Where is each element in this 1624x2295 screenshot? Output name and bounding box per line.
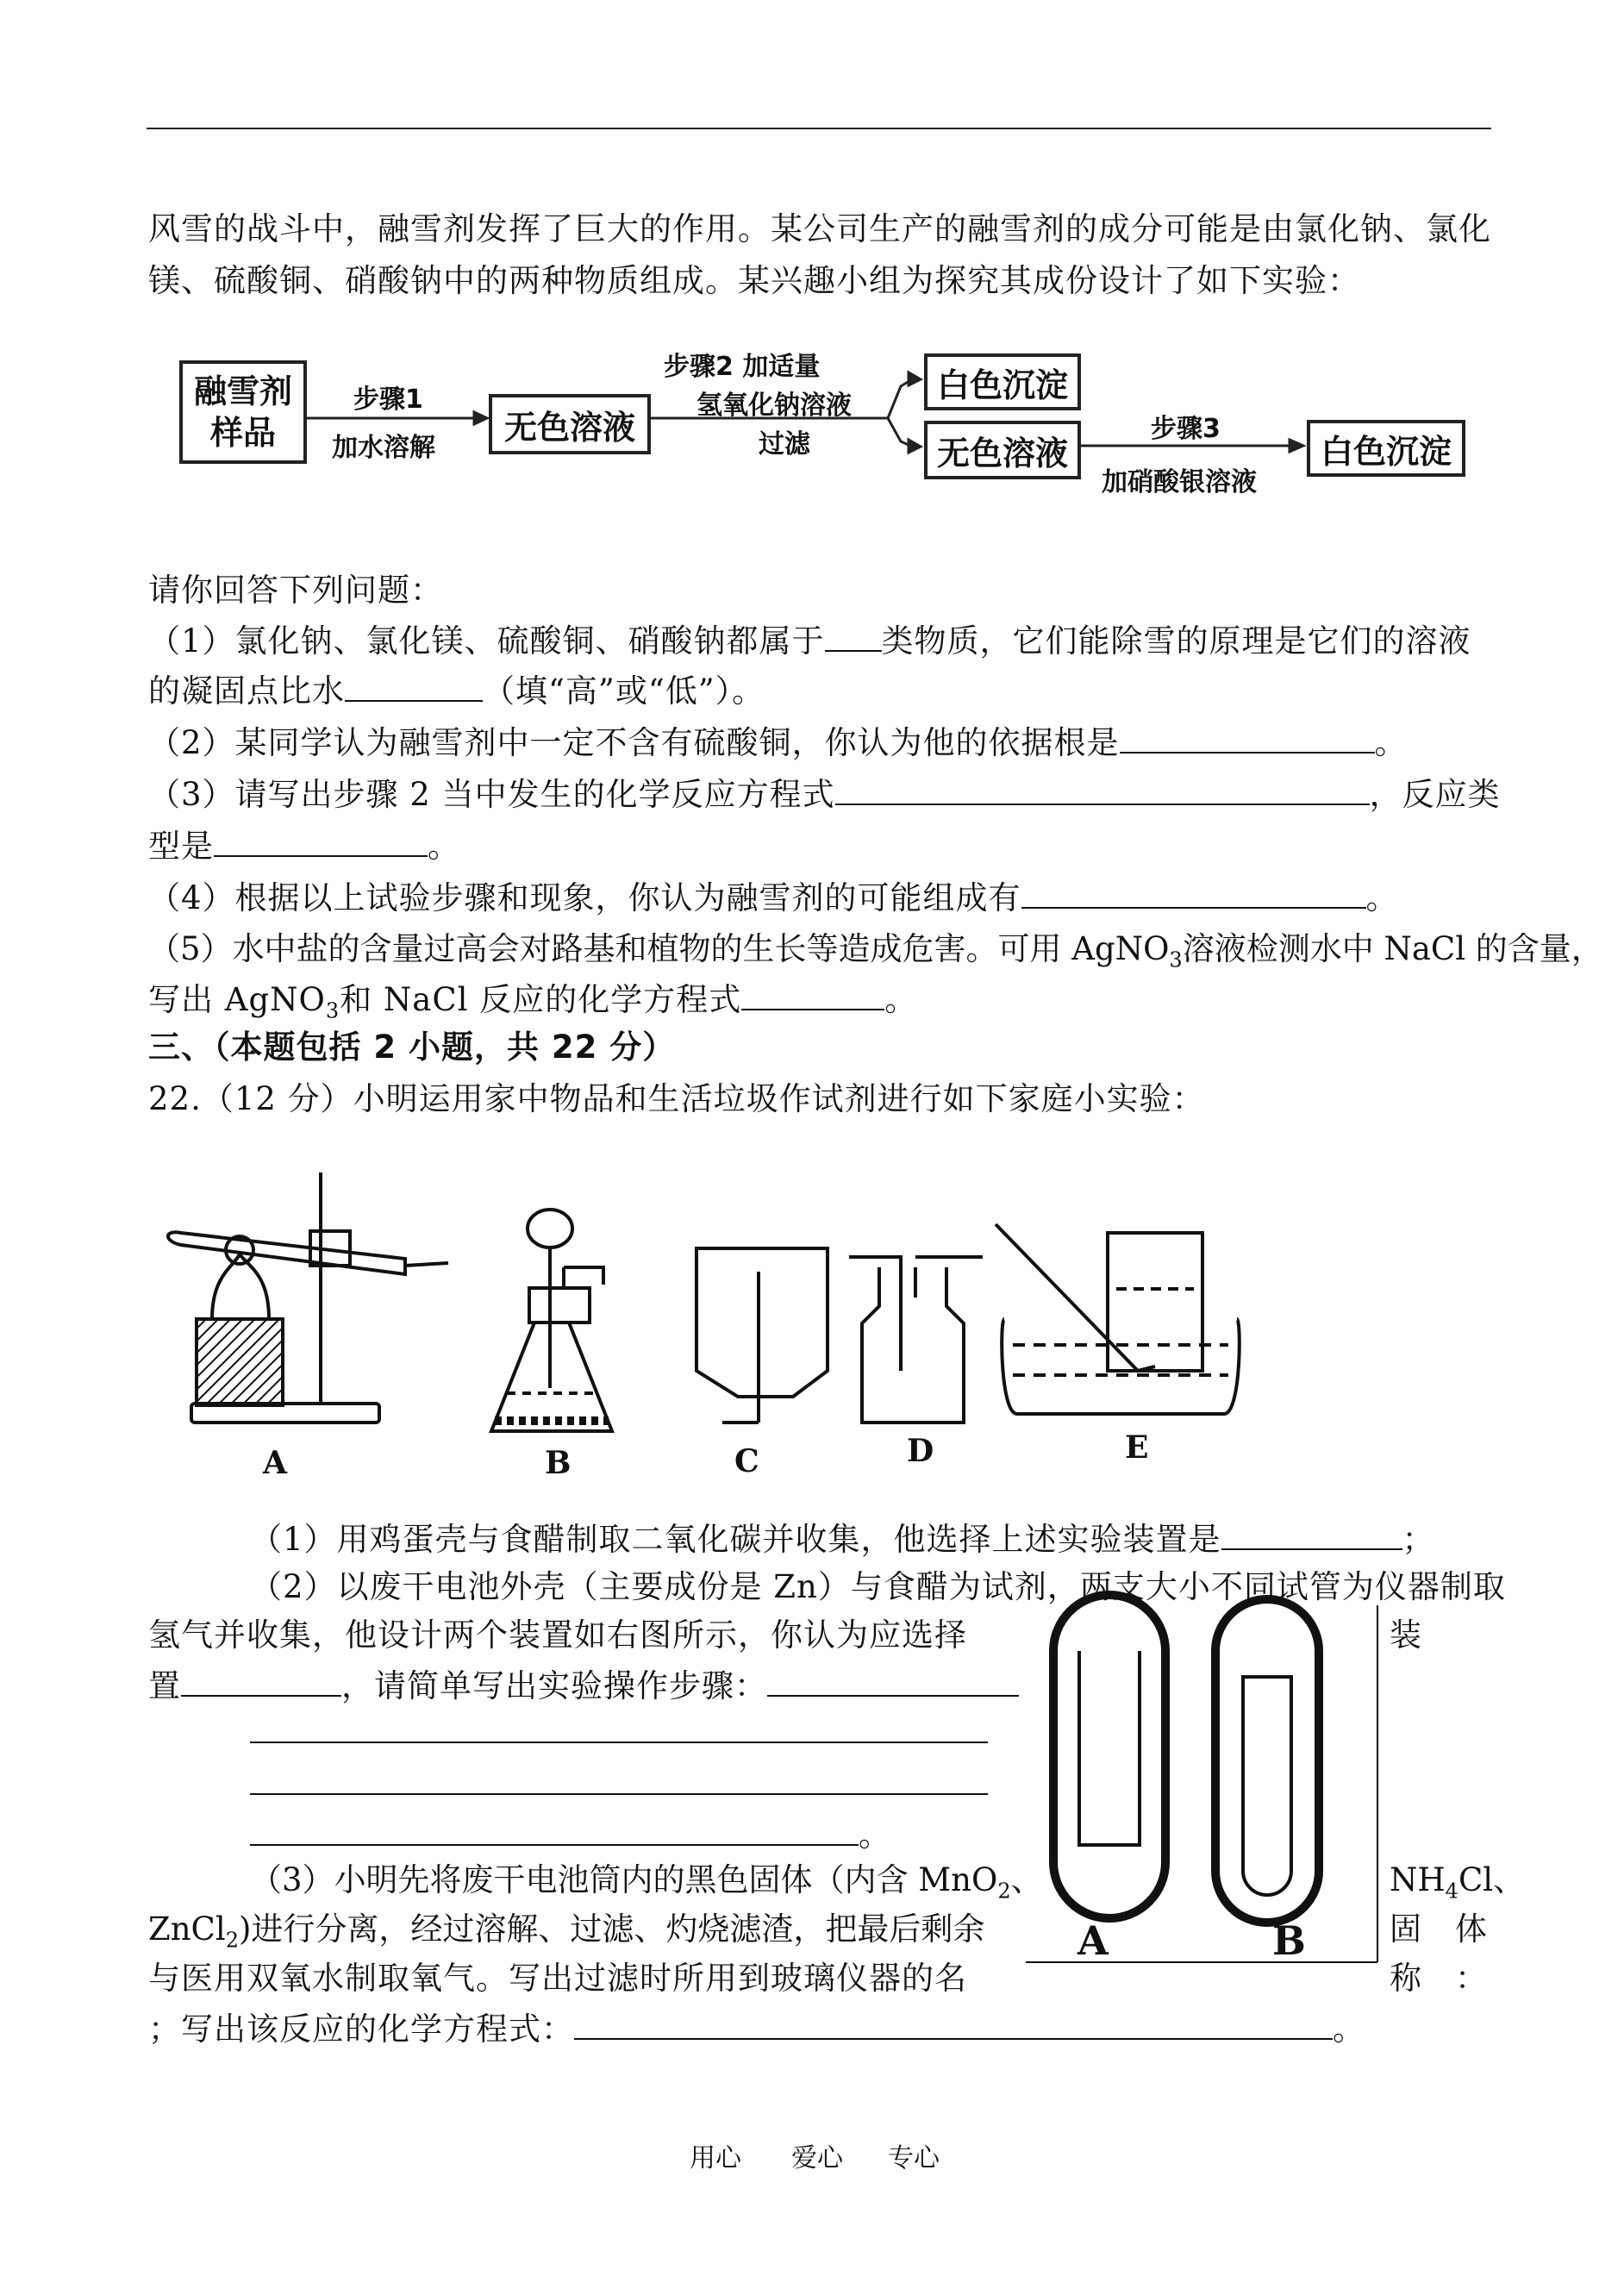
flow-solution1-box: 无色溶液 bbox=[489, 394, 651, 454]
q21-q3-text-d: 。 bbox=[428, 828, 460, 865]
flow-step3-label: 步骤3 bbox=[1151, 414, 1221, 444]
q21-q3-text-a: （3）请写出步骤 2 当中发生的化学反应方程式 bbox=[148, 776, 835, 813]
q22-p3-text-d: Cl、 bbox=[1458, 1861, 1526, 1898]
q21-q1-text-d: （填“高”或“低”）。 bbox=[483, 672, 765, 710]
q21-prompt: 请你回答下列问题： bbox=[148, 572, 443, 609]
q21-q4-text-b: 。 bbox=[1365, 879, 1399, 916]
q21-q1-text-a: （1）氯化钠、氯化镁、硫酸铜、硝酸钠都属于 bbox=[148, 622, 825, 660]
q21-q5-text-a: （5）水中盐的含量过高会对路基和植物的生长等造成危害。可用 AgNO bbox=[148, 930, 1170, 967]
q22-p3-line2-right: 固 体 bbox=[1390, 1910, 1488, 1948]
q22-stem: 22.（12 分）小明运用家中物品和生活垃圾作试剂进行如下家庭小实验： bbox=[148, 1080, 1205, 1117]
q21-q3-text-b: ，反应类 bbox=[1369, 776, 1501, 813]
footer-text-2: 爱心 bbox=[791, 2143, 843, 2173]
footer-text-1: 用心 bbox=[690, 2143, 741, 2173]
flow-step2-reagent: 氢氧化钠溶液 bbox=[696, 391, 852, 421]
q22-p1-text-a: （1）用鸡蛋壳与食醋制取二氧化碳并收集，他选择上述实验装置是 bbox=[250, 1521, 1221, 1558]
q22-p2-line2-right: 装 bbox=[1390, 1617, 1422, 1654]
flow-sample-line2: 样品 bbox=[209, 414, 276, 452]
apparatus-label-b: B bbox=[545, 1445, 572, 1481]
intro-line-2: 镁、硫酸铜、硝酸钠中的两种物质组成。某兴趣小组为探究其成份设计了如下实验： bbox=[148, 262, 1360, 299]
q22-p3-line3-right: 称 ： bbox=[1390, 1960, 1488, 1997]
q21-q5-text-e: 。 bbox=[884, 981, 918, 1018]
q22-p2-text-d: 置 bbox=[148, 1667, 181, 1704]
flow-precipitate2-box: 白色沉淀 bbox=[1307, 420, 1465, 477]
q21-q5-sub-2: 3 bbox=[325, 998, 340, 1023]
flow-step1-action: 加水溶解 bbox=[332, 433, 435, 463]
q22-p3-line3: 与医用双氧水制取氧气。写出过滤时所用到玻璃仪器的名 bbox=[148, 1960, 967, 1997]
q22-p3-sub-4: 4 bbox=[1445, 1879, 1458, 1904]
q21-q2-text-a: （2）某同学认为融雪剂中一定不含有硫酸铜，你认为他的依据根是 bbox=[148, 724, 1120, 761]
q22-p2-line2: 氢气并收集，他设计两个装置如右图所示，你认为应选择 bbox=[148, 1617, 967, 1654]
q21-q5-sub-1: 3 bbox=[1169, 947, 1183, 972]
q22-p3-text-a: （3）小明先将废干电池筒内的黑色固体（内含 MnO bbox=[250, 1861, 998, 1898]
q22-p3-text-c: NH bbox=[1390, 1861, 1446, 1898]
q21-q1-text-b: 类物质，它们能除雪的原理是它们的溶液 bbox=[881, 622, 1471, 660]
q21-q5-text-c: 写出 AgNO bbox=[148, 981, 326, 1018]
intro-line-1: 风雪的战斗中，融雪剂发挥了巨大的作用。某公司生产的融雪剂的成分可能是由氯化钠、氯化 bbox=[148, 210, 1491, 247]
q22-p3-text-j: ；写出该反应的化学方程式： bbox=[148, 2010, 574, 2048]
flow-step3-action: 加硝酸银溶液 bbox=[1102, 467, 1257, 497]
q22-p3-blank[interactable] bbox=[574, 2009, 1333, 2040]
flow-sample-line1: 融雪剂 bbox=[193, 372, 292, 410]
q21-q4-text-a: （4）根据以上试验步骤和现象，你认为融雪剂的可能组成有 bbox=[148, 879, 1021, 916]
q21-q5-text-d: 和 NaCl 反应的化学方程式 bbox=[340, 981, 742, 1018]
apparatus-label-e: E bbox=[1125, 1429, 1149, 1466]
q22-p3-text-f: )进行分离，经过溶解、过滤、灼烧滤渣，把最后剩余 bbox=[238, 1910, 985, 1948]
q21-q3-text-c: 型是 bbox=[148, 828, 214, 865]
q22-p3-line4 bbox=[148, 2009, 1365, 2049]
q21-q1-text-c: 的凝固点比水 bbox=[148, 672, 345, 710]
q22-p3-text-k: 。 bbox=[1333, 2010, 1365, 2048]
q22-p3-line1 bbox=[250, 1860, 1043, 1910]
q22-p3-sub-zn: 2 bbox=[225, 1928, 239, 1953]
q22-p3-sub-2: 2 bbox=[997, 1879, 1011, 1904]
tube-label-b: B bbox=[1272, 1917, 1306, 1964]
q21-q5-text-b: 溶液检测水中 NaCl 的含量， bbox=[1182, 930, 1603, 967]
footer-text-3: 专心 bbox=[888, 2143, 940, 2173]
q22-p2-text-e: ，请简单写出实验操作步骤： bbox=[341, 1667, 767, 1704]
flow-step2-label: 步骤2 加适量 bbox=[664, 352, 821, 382]
q22-p2-line1: （2）以废干电池外壳（主要成份是 Zn）与食醋为试剂，两支大小不同试管为仪器制取 bbox=[250, 1568, 1506, 1605]
apparatus-label-a: A bbox=[263, 1445, 287, 1481]
q22-p1-text-b: ； bbox=[1402, 1521, 1435, 1558]
flow-solution2-box: 无色溶液 bbox=[924, 421, 1081, 479]
q22-p3-text-b: 、 bbox=[1010, 1861, 1043, 1898]
q22-p3-text-e: ZnCl bbox=[148, 1910, 226, 1948]
q22-p3-line2 bbox=[148, 1910, 984, 1960]
q21-q2-text-b: 。 bbox=[1374, 724, 1408, 761]
flow-step2-filter: 过滤 bbox=[759, 429, 810, 460]
apparatus-label-d: D bbox=[907, 1433, 934, 1469]
apparatus-label-c: C bbox=[734, 1443, 759, 1479]
flow-precipitate1-box: 白色沉淀 bbox=[924, 353, 1081, 410]
q22-p3-line1-right bbox=[1390, 1860, 1525, 1910]
q22-p2-end-mark: 。 bbox=[859, 1817, 891, 1854]
tube-label-a: A bbox=[1077, 1917, 1109, 1964]
flow-step1-label: 步骤1 bbox=[353, 385, 423, 415]
section-3-title: 三、（本题包括 2 小题，共 22 分） bbox=[148, 1029, 676, 1066]
